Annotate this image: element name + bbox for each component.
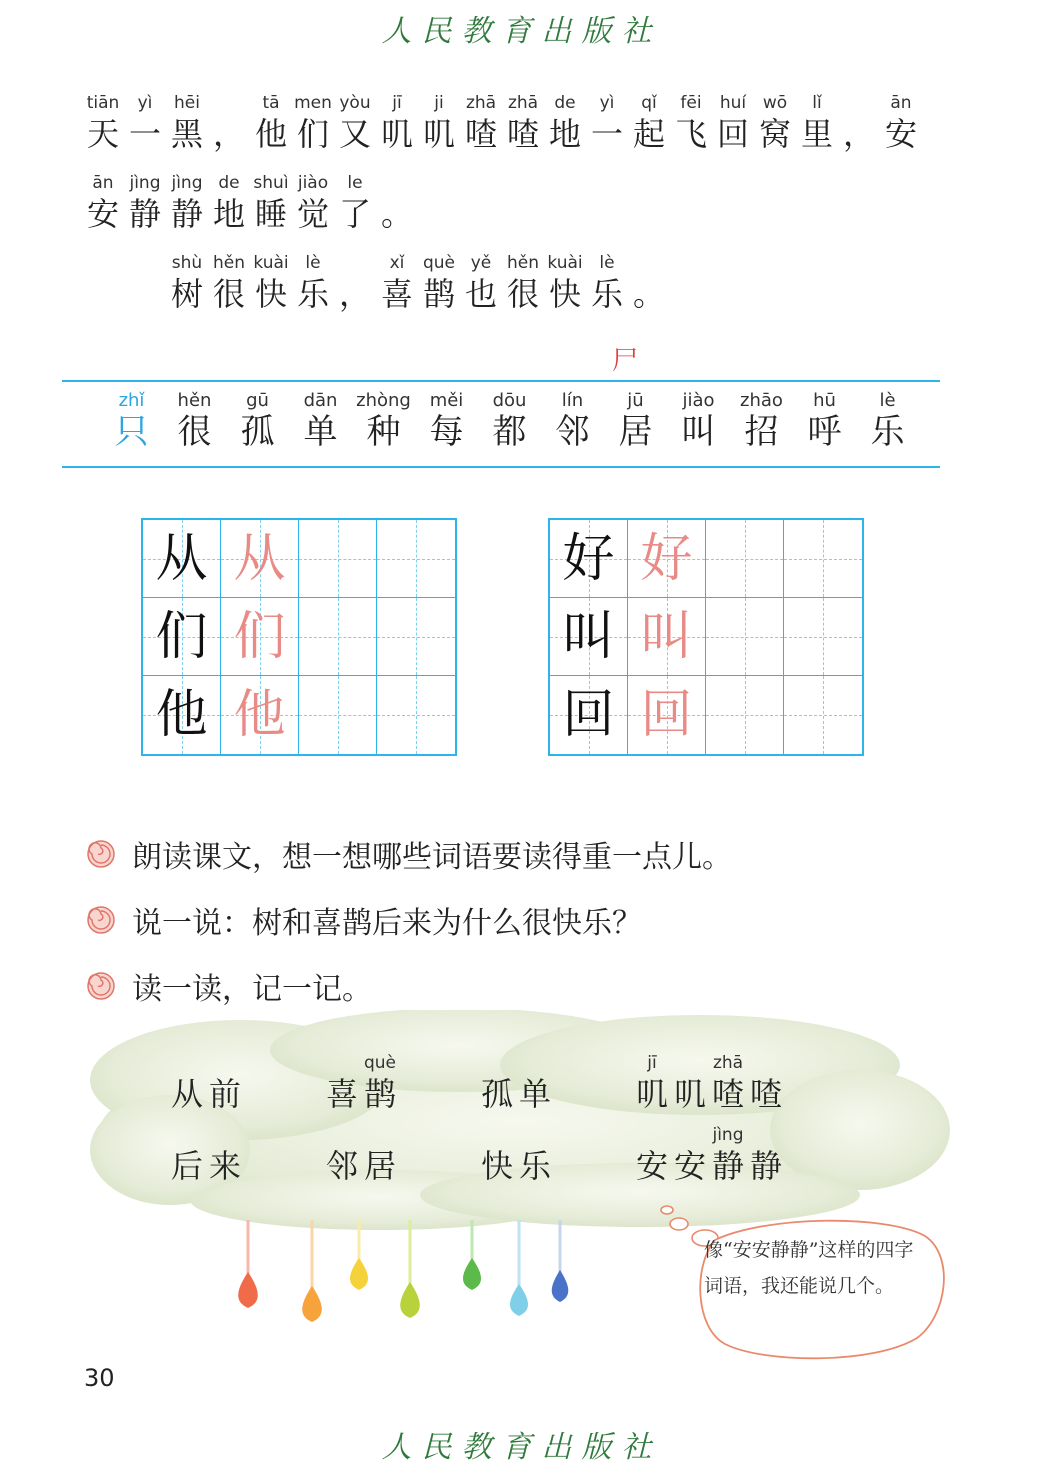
pinyin: yì [137,93,153,113]
character-with-pinyin [633,1124,671,1186]
hanzi: 叽 [380,115,413,153]
character-with-pinyin [206,1052,244,1114]
hanzi: 只 [114,412,149,452]
character-with-pinyin [460,252,502,314]
character-with-pinyin [334,92,376,154]
hanzi: 单 [303,412,338,452]
hanzi: 邻 [325,1147,358,1185]
exercise-text: 说一说：树和喜鹊后来为什么很快乐？ [132,906,642,941]
hanzi: ， [212,115,245,153]
writing-cell [550,676,628,754]
vocab-top-rule [62,380,940,382]
vocab-word [633,1052,785,1114]
writing-cell [377,520,455,598]
pinyin: jī [392,93,402,113]
writing-cell [221,676,299,754]
exercise-3 [86,964,372,1008]
hanzi: 飞 [674,115,707,153]
writing-cell [628,520,706,598]
writing-cell [706,676,784,754]
hanzi: 快 [254,275,287,313]
writing-cell [784,676,862,754]
character-with-pinyin [82,172,124,234]
pinyin: lín [561,390,584,411]
hanzi: 居 [363,1147,396,1185]
vocab-character [541,390,604,452]
pinyin: lè [879,390,896,411]
pinyin: de [554,93,576,113]
character-with-pinyin [250,92,292,154]
pinyin: què [422,253,456,273]
pinyin: dōu [492,390,527,411]
trace-character: 从 [233,528,286,589]
hanzi: 乐 [518,1147,551,1185]
hanzi: 乐 [870,412,905,452]
pinyin: lǐ [812,93,822,113]
pinyin: gū [246,390,269,411]
character-with-pinyin [478,1052,516,1114]
pinyin: hěn [177,390,212,411]
writing-cell [299,676,377,754]
writing-cell [550,598,628,676]
writing-cell [628,598,706,676]
hanzi: 地 [548,115,581,153]
character-with-pinyin [796,92,838,154]
character-with-pinyin [586,252,628,314]
hanzi: 安 [86,195,119,233]
writing-cell [550,520,628,598]
hanzi: 起 [632,115,665,153]
hanzi: 喳 [464,115,497,153]
hanzi: 从 [170,1075,203,1113]
vocab-character [667,390,730,452]
thought-bubble-text: 像“安安静静”这样的四字词语，我还能说几个。 [704,1239,914,1297]
hanzi: 快 [548,275,581,313]
hanzi: 地 [212,195,245,233]
character-with-pinyin [208,172,250,234]
character-with-pinyin [880,92,922,154]
punctuation [628,252,670,314]
pinyin: què [363,1053,397,1073]
character-with-pinyin [250,252,292,314]
pinyin: fēi [680,93,702,113]
punctuation [838,92,880,154]
pinyin: kuài [547,253,583,273]
vocab-bottom-rule [62,466,940,468]
writing-cell [784,598,862,676]
hanzi: 单 [518,1075,551,1113]
writing-cell [706,520,784,598]
vocab-word [478,1124,554,1186]
writing-grid-left [141,518,457,756]
character-with-pinyin [208,252,250,314]
hanzi: 天 [86,115,119,153]
character-with-pinyin [502,92,544,154]
trace-character: 回 [640,685,693,745]
hanzi: 窝 [758,115,791,153]
radical-hint: 尸 [612,346,639,376]
character-with-pinyin [460,92,502,154]
pinyin: jū [627,390,644,411]
vocab-character [604,390,667,452]
trace-character: 叫 [640,606,693,667]
hanzi: 觉 [296,195,329,233]
character-with-pinyin [323,1124,361,1186]
writing-grid-right [548,518,864,756]
pinyin: lè [305,253,321,273]
hanzi: 前 [208,1075,241,1113]
punctuation [376,172,418,234]
character-with-pinyin [709,1052,747,1114]
hanzi: 黑 [170,115,203,153]
character-with-pinyin [292,92,334,154]
hanzi: 们 [296,115,329,153]
model-character: 们 [155,606,208,667]
hanzi: 来 [208,1147,241,1185]
vocab-word [168,1052,244,1114]
writing-cell [784,520,862,598]
hanzi: 乐 [296,275,329,313]
pinyin: tā [262,93,280,113]
hanzi: 乐 [590,275,623,313]
character-with-pinyin [633,1052,671,1114]
vocab-word [323,1052,399,1114]
model-character: 他 [155,685,208,745]
pinyin: hěn [506,253,539,273]
hanzi: 喳 [506,115,539,153]
character-with-pinyin [671,1124,709,1186]
punctuation [208,92,250,154]
hanzi: 邻 [555,412,590,452]
hanzi: 静 [170,195,203,233]
character-with-pinyin [544,252,586,314]
character-with-pinyin [586,92,628,154]
writing-cell [628,676,706,754]
pinyin: jiào [682,390,715,411]
character-with-pinyin [168,1124,206,1186]
character-with-pinyin [516,1052,554,1114]
writing-cell [221,598,299,676]
trace-character: 们 [233,606,286,667]
pinyin: le [347,173,363,193]
vocab-character [163,390,226,452]
character-with-pinyin [334,172,376,234]
vocab-character [289,390,352,452]
hanzi: 喳 [749,1075,782,1113]
passage-line-3 [166,252,670,314]
hanzi: 都 [492,412,527,452]
writing-cell [299,598,377,676]
character-with-pinyin [376,252,418,314]
vocab-character [793,390,856,452]
hanzi: 每 [429,412,464,452]
pinyin: ān [92,173,114,193]
hanzi: 快 [480,1147,513,1185]
vocab-character [415,390,478,452]
character-with-pinyin [754,92,796,154]
hanzi: 鹊 [363,1075,396,1113]
exercise-text: 读一读，记一记。 [132,972,372,1007]
character-with-pinyin [323,1052,361,1114]
character-with-pinyin [361,1052,399,1114]
hanzi: 。 [632,275,665,313]
character-with-pinyin [709,1124,747,1186]
vocab-word [633,1124,785,1186]
model-character: 叫 [562,606,615,667]
hanzi: 安 [635,1147,668,1185]
hanzi: 回 [716,115,749,153]
model-character: 回 [562,685,615,745]
vocab-word [323,1124,399,1186]
publisher-logo-bottom: 人民教育出版社 [381,1430,662,1465]
hanzi: 很 [212,275,245,313]
hanzi: 树 [170,275,203,313]
pinyin: zhǐ [118,390,145,411]
pinyin: wō [762,93,788,113]
pinyin: ji [434,93,444,113]
passage-line-2 [82,172,418,234]
pinyin: jī [647,1053,657,1073]
hanzi: 后 [170,1147,203,1185]
character-with-pinyin [544,92,586,154]
character-with-pinyin [206,1124,244,1186]
character-with-pinyin [418,252,460,314]
exercise-2 [86,898,642,942]
character-with-pinyin [361,1124,399,1186]
hanzi: 也 [464,275,497,313]
model-character: 好 [562,528,615,589]
pinyin: yòu [339,93,371,113]
writing-cell [377,598,455,676]
pinyin: xǐ [389,253,405,273]
punctuation [334,252,376,314]
pinyin: hēi [174,93,200,113]
character-with-pinyin [628,92,670,154]
pinyin: zhāo [740,390,783,411]
character-with-pinyin [168,1052,206,1114]
character-with-pinyin [250,172,292,234]
character-with-pinyin [124,92,166,154]
character-with-pinyin [166,172,208,234]
vocab-character [730,390,793,452]
writing-cell [143,520,221,598]
swirl-bullet-icon [86,839,116,869]
hanzi: 静 [128,195,161,233]
hanzi: 招 [744,412,779,452]
hanzi: 很 [177,412,212,452]
hanzi: 一 [590,115,623,153]
writing-cell [706,598,784,676]
vocab-character [100,390,163,452]
hanzi: 。 [380,195,413,233]
trace-character: 好 [640,528,693,589]
hanzi: 呼 [807,412,842,452]
vocab-character [856,390,919,452]
character-with-pinyin [376,92,418,154]
hanzi: 喜 [325,1075,358,1113]
hanzi: 喳 [711,1075,744,1113]
raindrops-icon [238,1220,568,1322]
hanzi: ， [842,115,875,153]
character-with-pinyin [292,172,334,234]
pinyin: dān [303,390,338,411]
hanzi: 静 [749,1147,782,1185]
passage-line-1 [82,92,922,154]
pinyin: zhā [712,1053,744,1073]
pinyin: yě [470,253,492,273]
pinyin: jiào [297,173,329,193]
exercise-1 [86,832,732,876]
character-with-pinyin [712,92,754,154]
vocab-character [226,390,289,452]
hanzi: 居 [618,412,653,452]
pinyin: kuài [253,253,289,273]
exercise-text: 朗读课文，想一想哪些词语要读得重一点儿。 [132,840,732,875]
character-with-pinyin [747,1052,785,1114]
pinyin: jìng [171,173,203,193]
character-with-pinyin [671,1052,709,1114]
hanzi: 叽 [673,1075,706,1113]
character-with-pinyin [292,252,334,314]
hanzi: 叽 [635,1075,668,1113]
character-with-pinyin [516,1124,554,1186]
character-with-pinyin [747,1124,785,1186]
hanzi: 里 [800,115,833,153]
character-with-pinyin [82,92,124,154]
vocab-character [478,390,541,452]
pinyin: jìng [712,1125,744,1145]
swirl-bullet-icon [86,905,116,935]
character-with-pinyin [502,252,544,314]
hanzi: ， [338,275,371,313]
pinyin: men [294,93,332,113]
character-with-pinyin [418,92,460,154]
hanzi: 喜 [380,275,413,313]
swirl-bullet-icon [86,971,116,1001]
model-character: 从 [155,528,208,589]
hanzi: 睡 [254,195,287,233]
pinyin: huí [719,93,747,113]
pinyin: de [218,173,240,193]
pinyin: zhā [465,93,497,113]
character-with-pinyin [124,172,166,234]
hanzi: 他 [254,115,287,153]
hanzi: 孤 [240,412,275,452]
hanzi: 一 [128,115,161,153]
character-with-pinyin [478,1124,516,1186]
hanzi: 安 [884,115,917,153]
writing-cell [299,520,377,598]
pinyin: qǐ [641,93,657,113]
hanzi: 叽 [422,115,455,153]
writing-cell [221,520,299,598]
pinyin: zhā [507,93,539,113]
vocab-word [168,1124,244,1186]
pinyin: jìng [129,173,161,193]
pinyin: hū [813,390,836,411]
hanzi: 种 [366,412,401,452]
writing-cell [143,598,221,676]
hanzi: 孤 [480,1075,513,1113]
hanzi: 又 [338,115,371,153]
pinyin: shù [171,253,203,273]
pinyin: shuì [253,173,289,193]
pinyin: lè [599,253,615,273]
vocab-word [478,1052,554,1114]
hanzi: 了 [338,195,371,233]
hanzi: 叫 [681,412,716,452]
writing-cell [377,676,455,754]
character-with-pinyin [166,252,208,314]
pinyin: yì [599,93,615,113]
trace-character: 他 [233,685,286,745]
pinyin: tiān [86,93,120,113]
hanzi: 安 [673,1147,706,1185]
hanzi: 静 [711,1147,744,1185]
new-characters-row [100,390,919,452]
pinyin: zhòng [356,390,411,411]
writing-cell [143,676,221,754]
publisher-logo-top: 人民教育出版社 [381,14,662,49]
pinyin: hěn [212,253,245,273]
character-with-pinyin [670,92,712,154]
pinyin: ān [890,93,912,113]
page-number: 30 [84,1364,115,1392]
character-with-pinyin [166,92,208,154]
hanzi: 很 [506,275,539,313]
hanzi: 鹊 [422,275,455,313]
vocab-character [352,390,415,452]
pinyin: měi [429,390,464,411]
